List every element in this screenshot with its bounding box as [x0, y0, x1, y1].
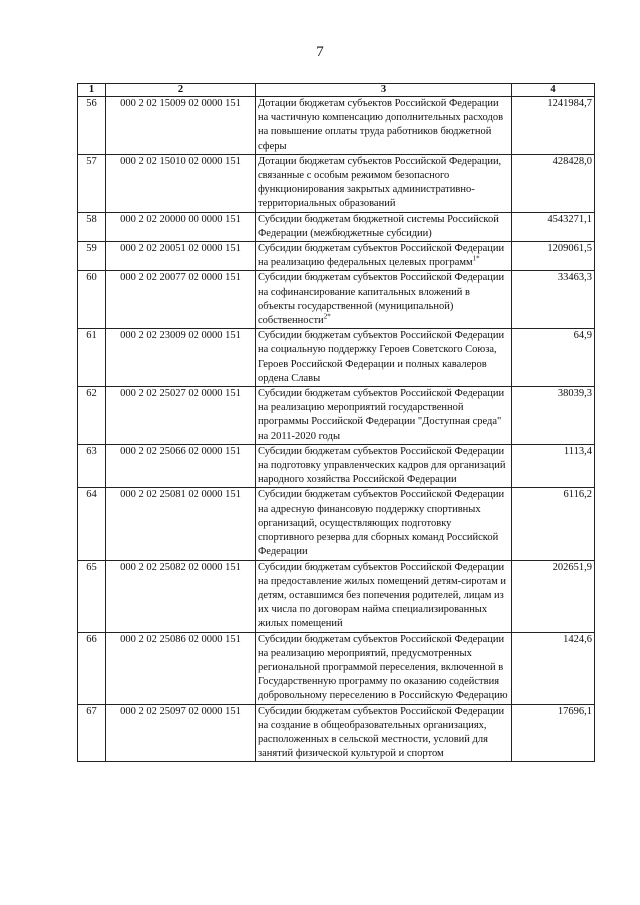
table-header-row — [78, 84, 595, 97]
description-text: Субсидии бюджетам субъектов Российской Федерации на подготовку управленческих кадров для организаций народного хозяйства Российской Федерации — [258, 445, 506, 486]
column-header: 4 — [512, 84, 595, 97]
table-row — [78, 97, 595, 155]
description-text: Субсидии бюджетам субъектов Российской Федерации на создание в общеобразовательных организациях, расположенных в сельской местности, условий для занятий физической культурой и спортом — [258, 705, 505, 760]
description-text: Субсидии бюджетам субъектов Российской Федерации на реализацию мероприятий, предусмотренных региональной программой переселения, включенной в Государственную программу по оказанию содействия добровольному переселению в Российскую Федерацию — [258, 633, 508, 702]
budget-code: 000 2 02 15010 02 0000 151 — [106, 154, 256, 212]
budget-code: 000 2 02 20000 00 0000 151 — [106, 212, 256, 241]
row-description — [256, 329, 512, 387]
row-amount: 1241984,7 — [512, 97, 595, 155]
footnote-marker: 2* — [323, 312, 331, 321]
row-amount: 1113,4 — [512, 444, 595, 488]
row-amount: 17696,1 — [512, 704, 595, 762]
row-description — [256, 632, 512, 704]
footnote-marker: 1* — [472, 254, 480, 263]
row-amount: 1424,6 — [512, 632, 595, 704]
budget-code: 000 2 02 25086 02 0000 151 — [106, 632, 256, 704]
row-number: 64 — [78, 488, 106, 560]
row-number: 56 — [78, 97, 106, 155]
row-description — [256, 242, 512, 271]
row-description — [256, 212, 512, 241]
row-number: 62 — [78, 387, 106, 445]
budget-code: 000 2 02 15009 02 0000 151 — [106, 97, 256, 155]
row-description — [256, 560, 512, 632]
table-row — [78, 154, 595, 212]
budget-code: 000 2 02 23009 02 0000 151 — [106, 329, 256, 387]
page-number: 7 — [316, 44, 324, 60]
row-number: 58 — [78, 212, 106, 241]
table-row — [78, 488, 595, 560]
row-number: 60 — [78, 271, 106, 329]
budget-code: 000 2 02 25082 02 0000 151 — [106, 560, 256, 632]
budget-code: 000 2 02 25066 02 0000 151 — [106, 444, 256, 488]
row-number: 65 — [78, 560, 106, 632]
row-description — [256, 271, 512, 329]
description-text: Субсидии бюджетам субъектов Российской Федерации на адресную финансовую поддержку спортивных организаций, осуществляющих подготовку спортивного резерва для сборных команд Российской Федерации — [258, 489, 505, 558]
row-description — [256, 97, 512, 155]
column-header: 1 — [78, 84, 106, 97]
budget-code: 000 2 02 25097 02 0000 151 — [106, 704, 256, 762]
description-text: Дотации бюджетам субъектов Российской Федерации, связанные с особым режимом безопасного функционирования закрытых административно-территориальных образований — [258, 155, 502, 210]
table-row — [78, 704, 595, 762]
row-amount: 64,9 — [512, 329, 595, 387]
table-row — [78, 212, 595, 241]
row-number: 67 — [78, 704, 106, 762]
table-row — [78, 560, 595, 632]
table-row — [78, 242, 595, 271]
budget-code: 000 2 02 25027 02 0000 151 — [106, 387, 256, 445]
description-text: Субсидии бюджетам субъектов Российской Федерации на софинансирование капитальных вложений в объекты государственной (муниципальной) собственности — [258, 272, 505, 327]
description-text: Субсидии бюджетам субъектов Российской Федерации на реализацию мероприятий государственной программы Российской Федерации "Доступная среда" на 2011-2020 годы — [258, 388, 505, 442]
description-text: Субсидии бюджетам субъектов Российской Федерации на предоставление жилых помещений детям-сиротам и детям, оставшимся без попечения родителей, лицам из их числа по договорам найма специализированных жилых помещений — [258, 561, 507, 630]
row-amount: 4543271,1 — [512, 212, 595, 241]
row-amount: 6116,2 — [512, 488, 595, 560]
row-description — [256, 154, 512, 212]
column-header: 3 — [256, 84, 512, 97]
row-number: 66 — [78, 632, 106, 704]
row-number: 61 — [78, 329, 106, 387]
table-row — [78, 271, 595, 329]
description-text: Субсидии бюджетам бюджетной системы Российской Федерации (межбюджетные субсидии) — [258, 213, 499, 239]
table-row — [78, 444, 595, 488]
row-number: 63 — [78, 444, 106, 488]
column-header: 2 — [106, 84, 256, 97]
budget-table — [77, 83, 595, 762]
row-amount: 202651,9 — [512, 560, 595, 632]
budget-code: 000 2 02 20077 02 0000 151 — [106, 271, 256, 329]
row-description — [256, 704, 512, 762]
table-row — [78, 632, 595, 704]
row-description — [256, 387, 512, 445]
row-number: 57 — [78, 154, 106, 212]
row-amount: 428428,0 — [512, 154, 595, 212]
budget-code: 000 2 02 25081 02 0000 151 — [106, 488, 256, 560]
description-text: Субсидии бюджетам субъектов Российской Федерации на социальную поддержку Героев Советского Союза, Героев Российской Федерации и полных кавалеров ордена Славы — [258, 330, 505, 384]
row-amount: 33463,3 — [512, 271, 595, 329]
row-number: 59 — [78, 242, 106, 271]
table-row — [78, 329, 595, 387]
table-row — [78, 387, 595, 445]
row-amount: 1209061,5 — [512, 242, 595, 271]
row-description — [256, 488, 512, 560]
budget-code: 000 2 02 20051 02 0000 151 — [106, 242, 256, 271]
row-amount: 38039,3 — [512, 387, 595, 445]
description-text: Субсидии бюджетам субъектов Российской Федерации на реализацию федеральных целевых программ — [258, 243, 505, 269]
description-text: Дотации бюджетам субъектов Российской Федерации на частичную компенсацию дополнительных расходов на повышение оплаты труда работников бюджетной сферы — [258, 98, 504, 152]
row-description — [256, 444, 512, 488]
